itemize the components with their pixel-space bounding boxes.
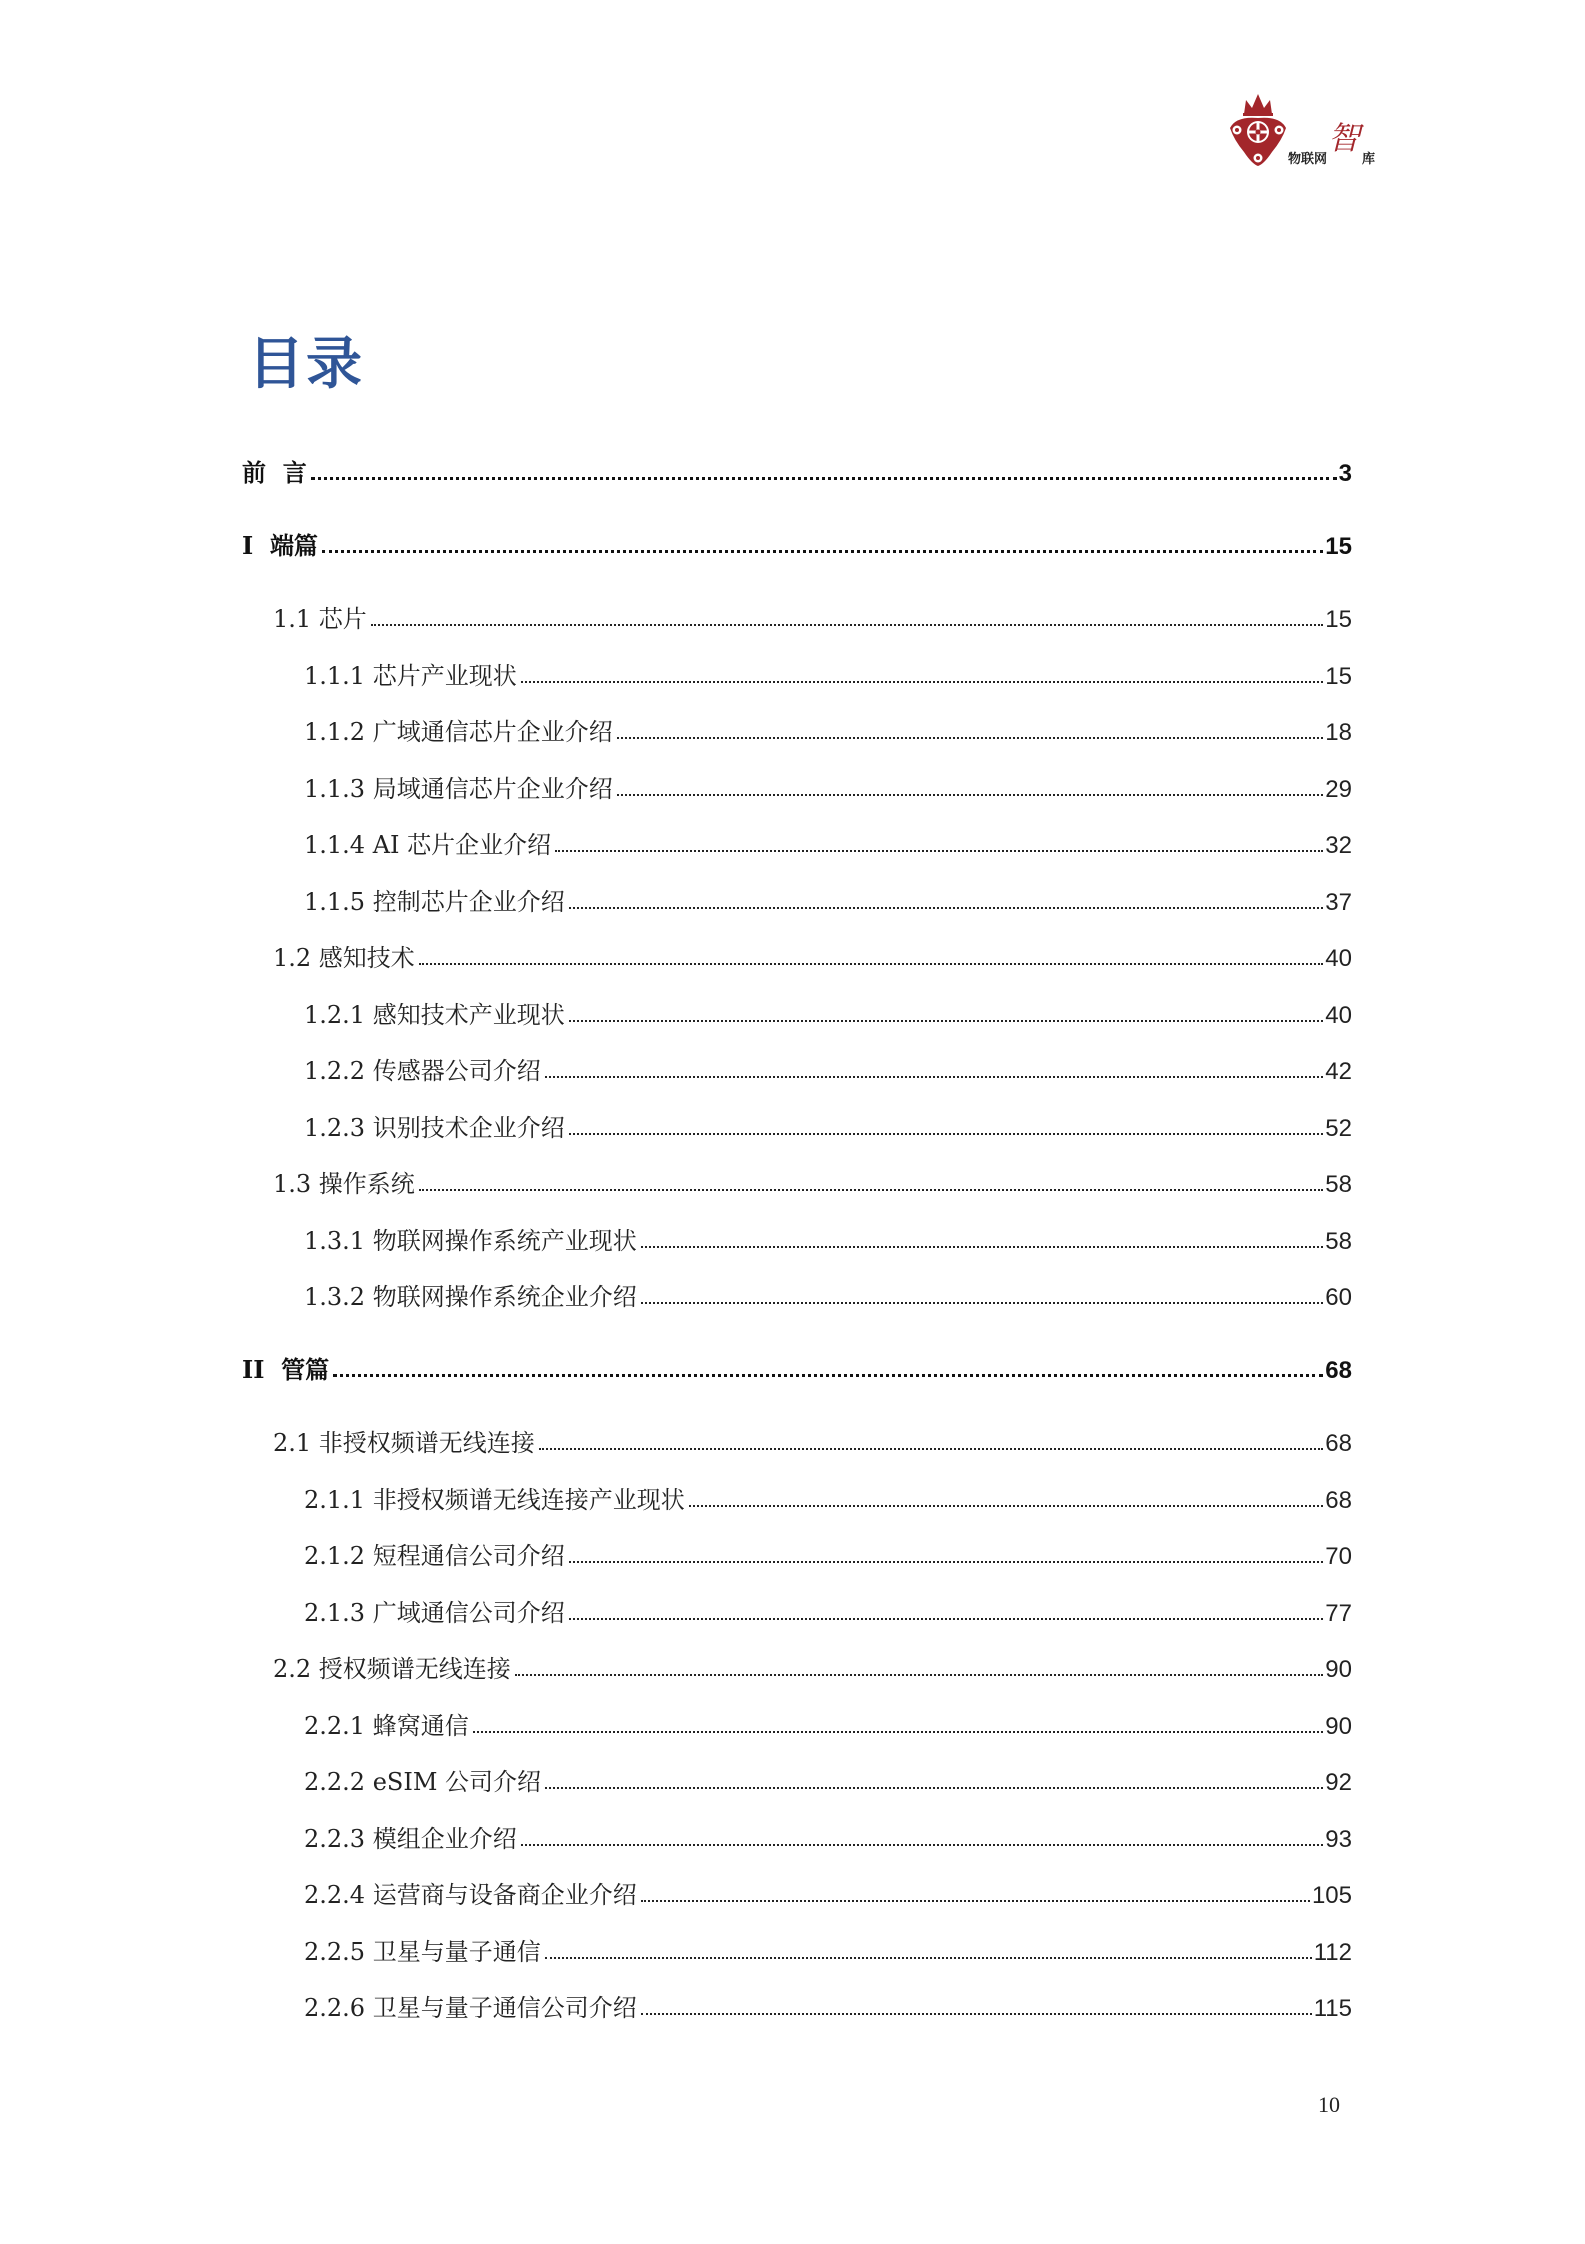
toc-entry[interactable]	[304, 1535, 1352, 1571]
dot-leader	[555, 850, 1323, 852]
toc-entry-page: 68	[1325, 1487, 1352, 1514]
toc-entry-page: 77	[1325, 1600, 1352, 1627]
toc-entry-title: 2.1 非授权频谱无线连接	[273, 1429, 535, 1457]
toc-entry-title: II 管篇	[242, 1355, 330, 1384]
toc-entry-page: 18	[1325, 719, 1352, 746]
toc-entry-page: 40	[1325, 1002, 1352, 1029]
toc-entry[interactable]	[304, 1705, 1352, 1741]
toc-entry-title: 1.1.4 AI 芯片企业介绍	[304, 831, 552, 859]
dot-leader	[641, 2013, 1312, 2015]
toc-entry-page: 15	[1325, 533, 1352, 560]
toc-entry[interactable]	[242, 1349, 1352, 1385]
toc-entry-title: 1.1.1 芯片产业现状	[304, 662, 517, 690]
toc-entry-page: 68	[1325, 1430, 1352, 1457]
toc-entry-title: 1.3.2 物联网操作系统企业介绍	[304, 1283, 637, 1311]
toc-entry[interactable]	[304, 1107, 1352, 1143]
dot-leader	[473, 1731, 1324, 1733]
toc-entry-title: 2.2.5 卫星与量子通信	[304, 1938, 541, 1966]
dot-leader	[569, 1561, 1324, 1563]
toc-entry[interactable]	[304, 881, 1352, 917]
toc-entry[interactable]	[304, 1931, 1352, 1967]
toc-entry[interactable]	[304, 1874, 1352, 1910]
toc-entry-page: 58	[1325, 1171, 1352, 1198]
toc-entry[interactable]	[273, 598, 1352, 634]
toc-entry[interactable]	[304, 1987, 1352, 2023]
dot-leader	[569, 1618, 1324, 1620]
toc-entry[interactable]	[304, 655, 1352, 691]
toc-entry-page: 60	[1325, 1284, 1352, 1311]
toc-entry[interactable]	[304, 1592, 1352, 1628]
toc-entry-page: 32	[1325, 832, 1352, 859]
dot-leader	[419, 1189, 1324, 1191]
toc-entry-title: 2.1.1 非授权频谱无线连接产业现状	[304, 1486, 685, 1514]
toc-entry-page: 15	[1325, 606, 1352, 633]
dot-leader	[539, 1448, 1324, 1450]
toc-entry[interactable]	[304, 711, 1352, 747]
toc-entry-title: 2.2.3 模组企业介绍	[304, 1825, 517, 1853]
toc-entry[interactable]	[273, 1163, 1352, 1199]
toc-entry-page: 90	[1325, 1713, 1352, 1740]
dot-leader	[641, 1302, 1324, 1304]
logo-brand-highlight: 智	[1328, 119, 1361, 157]
logo-brand-suffix: 库	[1362, 152, 1376, 167]
toc-entry-title: 1.2.2 传感器公司介绍	[304, 1057, 541, 1085]
dot-leader	[569, 907, 1324, 909]
toc-entry-page: 58	[1325, 1228, 1352, 1255]
toc-entry-page: 93	[1325, 1826, 1352, 1853]
dot-leader	[371, 624, 1324, 626]
toc-entry-page: 37	[1325, 889, 1352, 916]
dot-leader	[322, 550, 1323, 553]
toc-entry[interactable]	[304, 824, 1352, 860]
toc-entry[interactable]	[242, 525, 1352, 561]
dot-leader	[521, 681, 1324, 683]
toc-entry-title: 2.2.2 eSIM 公司介绍	[304, 1768, 542, 1796]
toc-entry-title: 1.3.1 物联网操作系统产业现状	[304, 1227, 637, 1255]
toc-entry-title: 2.2.1 蜂窝通信	[304, 1712, 469, 1740]
toc-entry[interactable]	[304, 1818, 1352, 1854]
toc-entry-title: 1.1 芯片	[273, 605, 367, 633]
toc-entry-page: 105	[1311, 1882, 1352, 1909]
toc-entry-page: 68	[1325, 1357, 1352, 1384]
toc-entry[interactable]	[304, 1050, 1352, 1086]
toc-entry[interactable]	[304, 1276, 1352, 1312]
toc-entry[interactable]	[304, 1761, 1352, 1797]
toc-entry-title: 2.1.2 短程通信公司介绍	[304, 1542, 565, 1570]
dot-leader	[641, 1246, 1324, 1248]
toc-entry-title: 2.2 授权频谱无线连接	[273, 1655, 511, 1683]
toc-entry-title: 2.1.3 广域通信公司介绍	[304, 1599, 565, 1627]
dot-leader	[641, 1900, 1310, 1902]
toc-entry-title: 2.2.6 卫星与量子通信公司介绍	[304, 1994, 637, 2022]
toc-entry-title: 1.1.3 局域通信芯片企业介绍	[304, 775, 613, 803]
dot-leader	[333, 1374, 1323, 1377]
toc-entry-title: 1.2.3 识别技术企业介绍	[304, 1114, 565, 1142]
dot-leader	[545, 1076, 1324, 1078]
dot-leader	[545, 1787, 1323, 1789]
dot-leader	[419, 963, 1324, 965]
toc-entry-page: 15	[1325, 663, 1352, 690]
logo-brand-text: 物联网	[1288, 152, 1328, 167]
dot-leader	[515, 1674, 1324, 1676]
toc-entry[interactable]	[304, 768, 1352, 804]
toc-entry[interactable]	[242, 452, 1352, 488]
page-number: 10	[1318, 2092, 1340, 2117]
toc-entry-title: 1.2 感知技术	[273, 944, 415, 972]
toc-entry-page: 42	[1325, 1058, 1352, 1085]
toc-entry[interactable]	[273, 1648, 1352, 1684]
toc-entry-page: 70	[1325, 1543, 1352, 1570]
toc-entry-title: 1.1.5 控制芯片企业介绍	[304, 888, 565, 916]
dot-leader	[689, 1505, 1324, 1507]
dot-leader	[569, 1133, 1324, 1135]
toc-entry[interactable]	[273, 1422, 1352, 1458]
toc-entry-page: 115	[1313, 1995, 1352, 2022]
dot-leader	[521, 1844, 1324, 1846]
toc-entry-page: 52	[1325, 1115, 1352, 1142]
dot-leader	[617, 737, 1324, 739]
dot-leader	[569, 1020, 1324, 1022]
toc-entry-page: 3	[1338, 460, 1352, 487]
toc-entry[interactable]	[273, 937, 1352, 973]
toc-entry-page: 112	[1313, 1939, 1352, 1966]
toc-entry-title: 1.1.2 广域通信芯片企业介绍	[304, 718, 613, 746]
toc-entry-title: 2.2.4 运营商与设备商企业介绍	[304, 1881, 637, 1909]
toc-entry[interactable]	[304, 1220, 1352, 1256]
toc-entry-page: 29	[1325, 776, 1352, 803]
crown-shield-logo-icon	[1228, 88, 1288, 174]
toc-entry[interactable]	[304, 1479, 1352, 1515]
toc-entry-page: 92	[1325, 1769, 1352, 1796]
toc-entry-title: 1.3 操作系统	[273, 1170, 415, 1198]
toc-entry-page: 40	[1325, 945, 1352, 972]
toc-entry-page: 90	[1325, 1656, 1352, 1683]
toc-entry[interactable]	[304, 994, 1352, 1030]
dot-leader	[617, 794, 1324, 796]
toc-entry-title: 1.2.1 感知技术产业现状	[304, 1001, 565, 1029]
toc-entry-title: 前 言	[242, 458, 307, 487]
dot-leader	[545, 1957, 1312, 1959]
dot-leader	[311, 477, 1337, 480]
toc-entry-title: I 端篇	[242, 531, 318, 560]
brand-logo	[1228, 88, 1398, 174]
toc-title: 目录	[248, 331, 364, 397]
